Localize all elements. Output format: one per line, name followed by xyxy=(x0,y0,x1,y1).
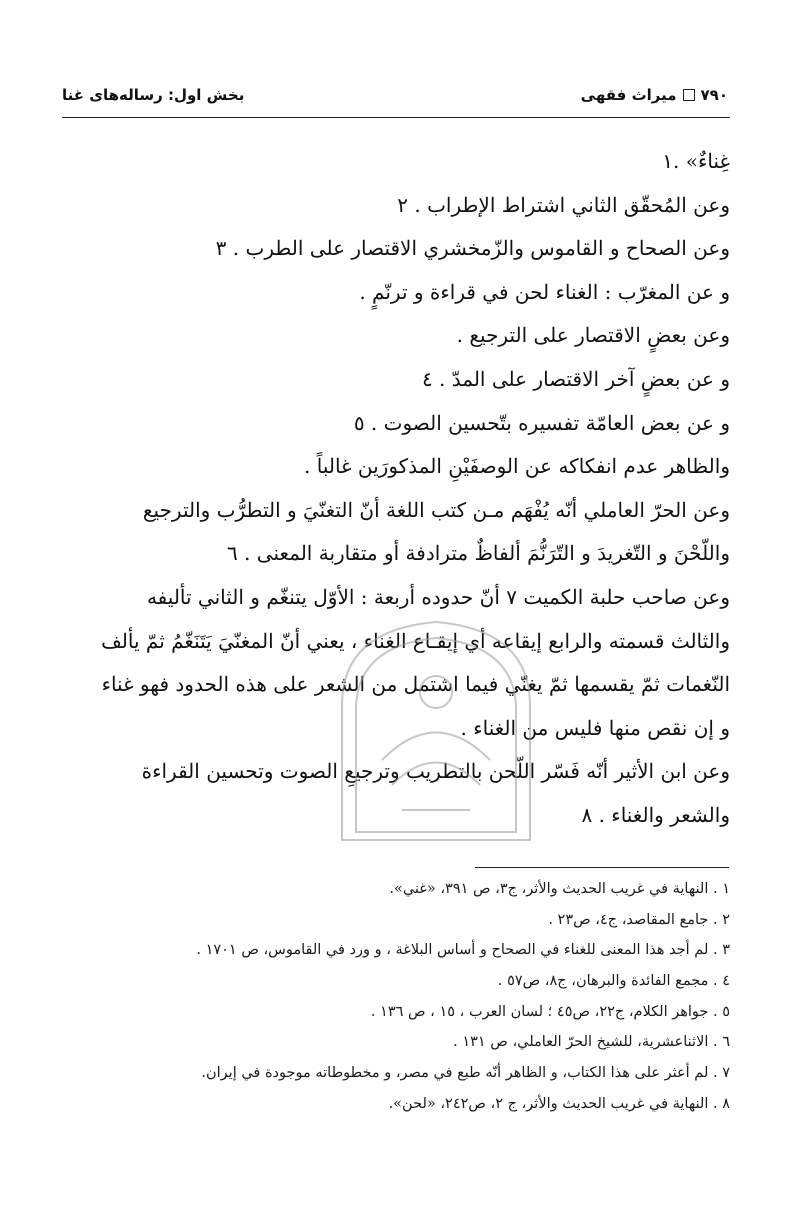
section-title: بخش اول: رساله‌هاى غنا xyxy=(62,86,245,104)
text-line: وعن صاحب حلبة الكميت ٧ أنّ حدوده أربعة : الأوّل يتنغّم و الثاني تأليفه xyxy=(146,584,730,609)
header-left-group xyxy=(581,86,728,104)
footnotes xyxy=(62,874,730,1120)
footnote: ٥ . جواهر الكلام، ج٢٢، ص٤٥ ؛ لسان العرب ، ١٥ ، ص ١٣٦ . xyxy=(370,1003,730,1020)
text-line: و إن نقص منها فليس من الغناء . xyxy=(460,715,730,740)
footnote: ٤ . مجمع الفائدة والبرهان، ج٨، ص٥٧ . xyxy=(497,973,730,990)
square-separator-icon xyxy=(683,89,695,101)
text-line: غِناءٌ» .١ xyxy=(662,149,730,173)
text-line: و عن بعض العامّة تفسيره بتّحسين الصوت . ٥ xyxy=(353,410,730,435)
footnote: ١ . النهاية في غريب الحديث والأثر، ج٣، ص ٣٩١، «غني». xyxy=(389,881,730,897)
text-line: وعن بعضٍ الاقتصار على الترجيع . xyxy=(456,323,730,348)
footnote: ٣ . لم أجد هذا المعنى للغناء في الصحاح و أساس البلاغة ، و ورد في القاموس، ص ١٧٠١ . xyxy=(196,942,730,959)
text-line: والثالث قسمته والرابع إيقاعه أي إيقـاع الغناء ، يعني أنّ المغنّيَ يَتَنَغّمُ ثمّ يألف xyxy=(101,628,730,653)
text-line: والشعر والغناء . ٨ xyxy=(581,802,730,827)
main-text xyxy=(62,140,730,838)
text-line: وعن ابن الأثير أنّه فَسّر اللّحن بالتطريب وترجيعِ الصوت وتحسين القراءة xyxy=(141,759,730,784)
footnote: ٦ . الاثناعشرية، للشيخ الحرّ العاملي، ص ١٣١ . xyxy=(453,1034,730,1051)
text-line: النّغمات ثمّ يقسمها ثمّ يغنّي فيما اشتمل من الشعر على هذه الحدود فهو غناء xyxy=(101,672,730,697)
text-line: و عن المغرّب : الغناء لحن في قراءة و ترنّمٍ . xyxy=(359,279,730,304)
footnote: ٢ . جامع المقاصد، ج٤، ص٢٣ . xyxy=(548,911,730,928)
header-divider xyxy=(62,117,730,118)
running-header xyxy=(62,82,728,108)
text-line: واللّحْنَ و التّغريدَ و التّرَنُّمَ ألفاظٌ مترادفة أو متقاربة المعنى . ٦ xyxy=(226,541,730,566)
text-line: وعن الحرّ العاملي أنّه يُفْهَم مـن كتب اللغة أنّ التغنّيَ و التطرُّب والترجيع xyxy=(142,497,730,522)
footnote: ٨ . النهاية في غريب الحديث والأثر، ج ٢، ص٢٤٢، «لحن». xyxy=(388,1095,730,1112)
text-line: وعن المُحقّق الثاني اشتراط الإطراب . ٢ xyxy=(397,192,730,217)
text-line: وعن الصحاح و القاموس والزّمخشري الاقتصار على الطرب . ٣ xyxy=(215,236,730,261)
text-line: والظاهر عدم انفكاكه عن الوصفَيْنِ المذكورَين غالباً . xyxy=(304,454,730,479)
footnote-divider xyxy=(475,867,729,868)
book-title: ميراث فقهى xyxy=(580,86,677,104)
page-number: ٧٩٠ xyxy=(700,86,728,104)
footnote: ٧ . لم أعثر على هذا الكتاب، و الظاهر أنّه طبع في مصر، و مخطوطاته موجودة في إيران. xyxy=(201,1065,730,1082)
text-line: و عن بعضٍ آخر الاقتصار على المدّ . ٤ xyxy=(421,366,730,391)
